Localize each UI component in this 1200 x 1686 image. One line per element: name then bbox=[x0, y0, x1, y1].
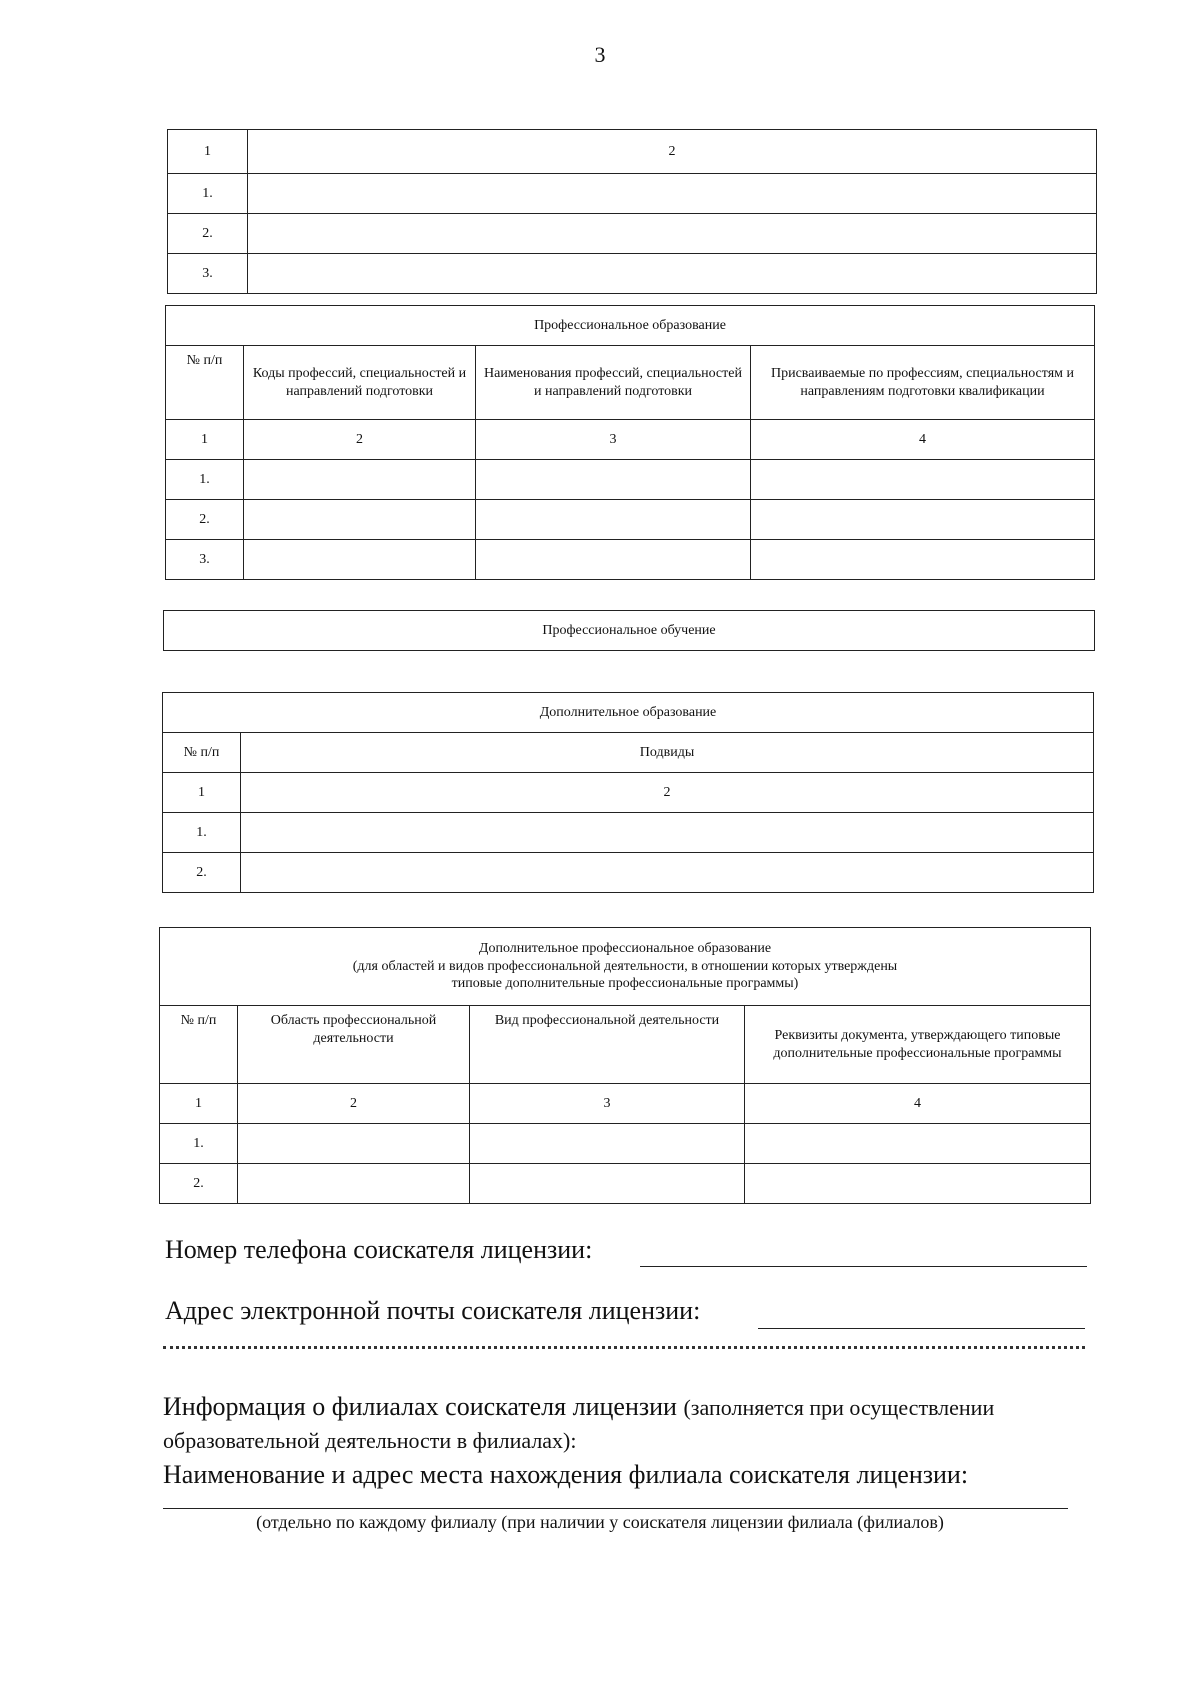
column-header: № п/п bbox=[160, 1006, 238, 1084]
column-number: 1 bbox=[160, 1084, 238, 1124]
general-table bbox=[167, 129, 1097, 294]
table-cell[interactable] bbox=[241, 813, 1094, 853]
table-cell[interactable] bbox=[238, 1164, 470, 1204]
table-cell[interactable] bbox=[751, 460, 1095, 500]
table-cell[interactable] bbox=[476, 540, 751, 580]
column-header: Вид профессиональной деятельности bbox=[470, 1006, 745, 1084]
table-cell[interactable] bbox=[476, 500, 751, 540]
table-cell[interactable] bbox=[751, 500, 1095, 540]
row-number: 2. bbox=[160, 1164, 238, 1204]
phone-field[interactable] bbox=[640, 1240, 1087, 1267]
table-cell[interactable] bbox=[244, 540, 476, 580]
page-number: 3 bbox=[594, 42, 606, 67]
column-number: 4 bbox=[751, 420, 1095, 460]
branches-info-main: Информация о филиалах соискателя лицензии bbox=[163, 1392, 677, 1421]
column-header: Присваиваемые по профессиям, специальностям и направлениям подготовки квалификации bbox=[751, 346, 1095, 420]
column-header: Подвиды bbox=[241, 733, 1094, 773]
table-cell[interactable] bbox=[241, 853, 1094, 893]
prof-education-table bbox=[165, 305, 1095, 580]
row-number: 3. bbox=[168, 254, 248, 294]
column-header: № п/п bbox=[163, 733, 241, 773]
row-number: 1. bbox=[163, 813, 241, 853]
column-number: 2 bbox=[238, 1084, 470, 1124]
column-header: № п/п bbox=[166, 346, 244, 420]
table-cell[interactable] bbox=[745, 1164, 1091, 1204]
email-label: Адрес электронной почты соискателя лицензии: bbox=[165, 1296, 701, 1325]
additional-education-table bbox=[162, 692, 1094, 893]
branches-info-heading bbox=[163, 1392, 994, 1422]
table-cell[interactable] bbox=[244, 500, 476, 540]
row-number: 2. bbox=[163, 853, 241, 893]
column-number: 1 bbox=[163, 773, 241, 813]
table-cell[interactable] bbox=[238, 1124, 470, 1164]
col-number-header: 1 bbox=[168, 130, 248, 174]
additional-prof-education-table bbox=[159, 927, 1091, 1204]
row-number: 1. bbox=[168, 174, 248, 214]
row-number: 3. bbox=[166, 540, 244, 580]
table-cell[interactable] bbox=[470, 1164, 745, 1204]
col-name-header: 2 bbox=[248, 130, 1097, 174]
table-title bbox=[160, 928, 1091, 1006]
table-cell[interactable] bbox=[248, 254, 1097, 294]
table-cell[interactable] bbox=[745, 1124, 1091, 1164]
branch-name-label: Наименование и адрес места нахождения филиала соискателя лицензии: bbox=[163, 1460, 969, 1489]
table-cell[interactable] bbox=[248, 174, 1097, 214]
column-number: 2 bbox=[241, 773, 1094, 813]
prof-training-table bbox=[163, 610, 1095, 651]
row-number: 2. bbox=[166, 500, 244, 540]
table-title: Профессиональное образование bbox=[166, 306, 1095, 346]
table-title-line: (для областей и видов профессиональной деятельности, в отношении которых утверждены bbox=[352, 958, 898, 974]
column-header: Реквизиты документа, утверждающего типовые дополнительные профессиональные программы bbox=[745, 1006, 1091, 1084]
row-number: 2. bbox=[168, 214, 248, 254]
column-number: 3 bbox=[470, 1084, 745, 1124]
email-field[interactable] bbox=[758, 1302, 1085, 1329]
column-number: 3 bbox=[476, 420, 751, 460]
row-number: 1. bbox=[160, 1124, 238, 1164]
column-number: 1 bbox=[166, 420, 244, 460]
table-cell[interactable] bbox=[751, 540, 1095, 580]
table-cell[interactable] bbox=[470, 1124, 745, 1164]
column-number: 4 bbox=[745, 1084, 1091, 1124]
column-header: Область профессиональной деятельности bbox=[238, 1006, 470, 1084]
branch-note: (отдельно по каждому филиалу (при наличии у соискателя лицензии филиала (филиалов) bbox=[256, 1512, 944, 1532]
table-cell[interactable] bbox=[248, 214, 1097, 254]
column-header: Наименования профессий, специальностей и направлений подготовки bbox=[476, 346, 751, 420]
dotted-line bbox=[163, 1330, 1085, 1349]
branches-info-note: (заполняется при осуществлении bbox=[683, 1395, 995, 1420]
column-header: Коды профессий, специальностей и направлений подготовки bbox=[244, 346, 476, 420]
branches-info-continuation: образовательной деятельности в филиалах): bbox=[163, 1428, 577, 1453]
column-number: 2 bbox=[244, 420, 476, 460]
table-title: Профессиональное обучение bbox=[164, 611, 1095, 651]
phone-label: Номер телефона соискателя лицензии: bbox=[165, 1235, 593, 1264]
table-cell[interactable] bbox=[476, 460, 751, 500]
table-title-line: Дополнительное профессиональное образование bbox=[478, 941, 772, 957]
row-number: 1. bbox=[166, 460, 244, 500]
table-title-line: типовые дополнительные профессиональные программы) bbox=[451, 976, 799, 992]
table-cell[interactable] bbox=[244, 460, 476, 500]
table-title: Дополнительное образование bbox=[163, 693, 1094, 733]
branch-name-field[interactable] bbox=[163, 1488, 1068, 1509]
